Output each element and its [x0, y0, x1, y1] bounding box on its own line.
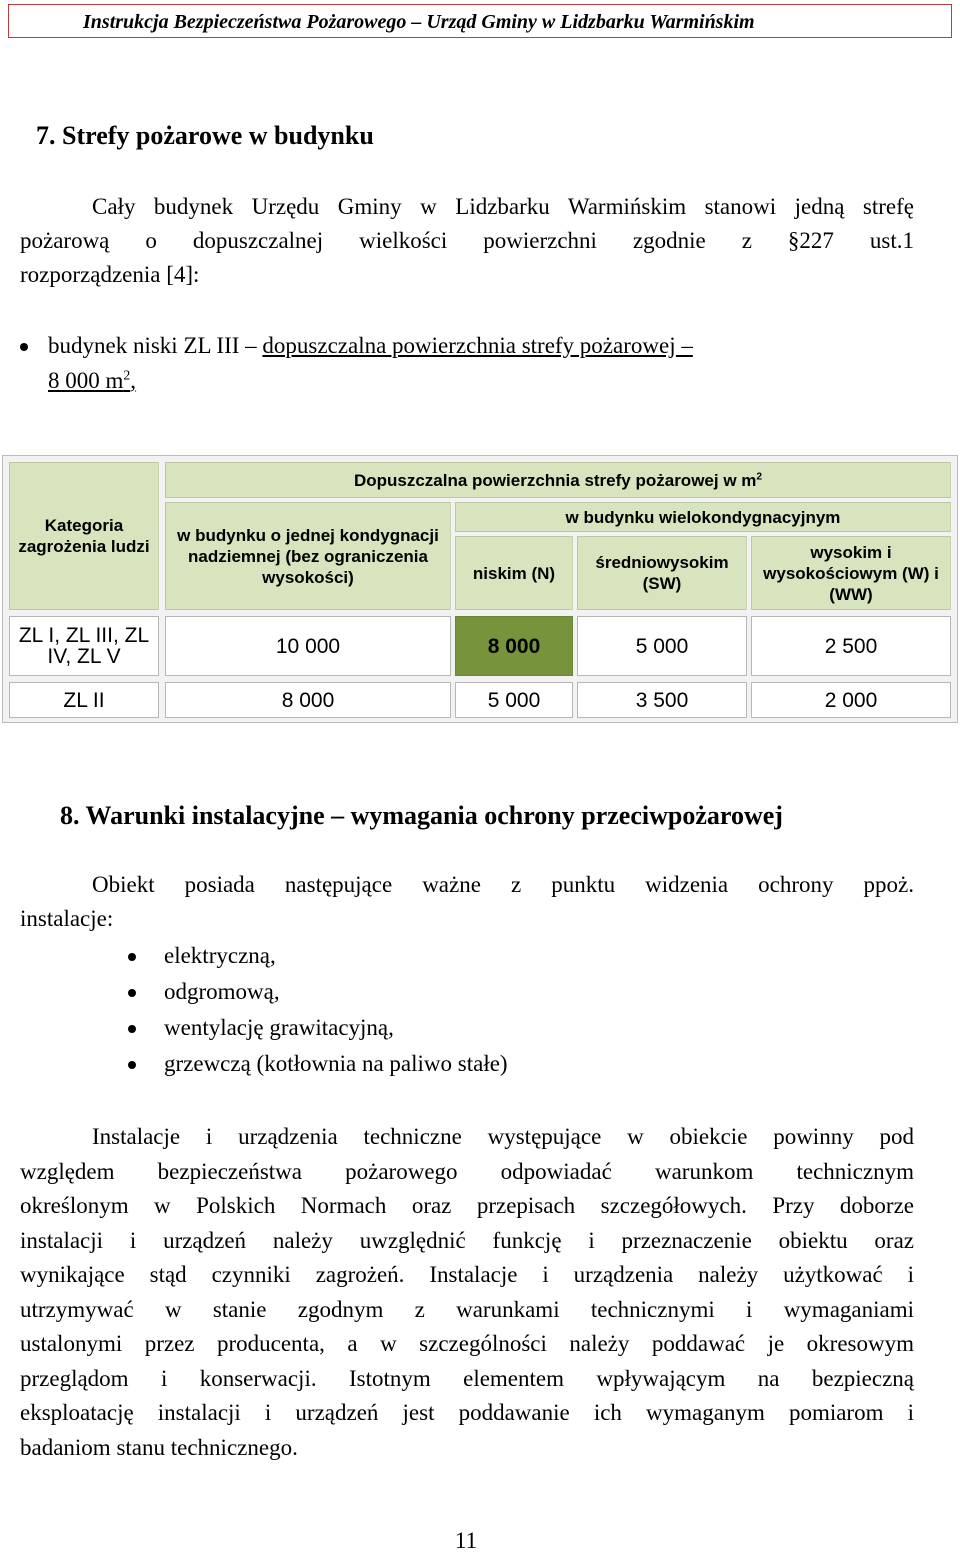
header-allowed-area: Dopuszczalna powierzchnia strefy pożarowej w $m^2$ — [165, 462, 951, 498]
page-number: 11 — [454, 1528, 478, 1553]
fire-zone-table — [2, 455, 958, 723]
list-bullet-3 — [128, 1025, 136, 1033]
row-2-category: ZL II — [9, 682, 159, 718]
row-2-high: 2 000 — [751, 682, 951, 718]
row-1-high: 2 500 — [751, 616, 951, 676]
list-item-1: elektryczną, — [164, 943, 276, 968]
section-8-intro-line-1: Obiekt posiada następujące ważne z punktu widzenia ochrony ppoż. — [92, 872, 914, 897]
header-single-storey: w budynku o jednej kondygnacji nadziemnej (bez ograniczenia wysokości) — [165, 502, 451, 610]
section-8-para-line-1: Instalacje i urządzenia techniczne występujące w obiekcie powinny pod — [92, 1124, 914, 1149]
section-8-para-line-4: instalacji i urządzeń należy uwzględnić funkcję i przeznaczenie obiektu oraz — [20, 1228, 914, 1253]
header-low: niskim (N) — [455, 536, 573, 610]
section-8-para-line-9: eksploatację instalacji i urządzeń jest poddawanie ich wymaganym pomiarom i — [20, 1400, 914, 1425]
bullet-value-tail: , — [130, 368, 137, 393]
section-8-para-line-6: utrzymywać w stanie zgodnym z warunkami technicznymi i wymaganiami — [20, 1297, 914, 1322]
section-8-para-line-2: względem bezpieczeństwa pożarowego odpowiadać warunkom technicznym — [20, 1159, 914, 1184]
section-8-para-line-10: badaniom stanu technicznego. — [20, 1435, 298, 1460]
header-medium: średniowysokim (SW) — [577, 536, 747, 610]
row-1-medium: 5 000 — [577, 616, 747, 676]
row-1-low-highlighted: 8 000 — [455, 616, 573, 676]
section-7-para-line-1: Cały budynek Urzędu Gminy w Lidzbarku Warmińskim stanowi jedną strefę — [92, 194, 914, 219]
bullet-dot — [20, 343, 28, 351]
section-7-heading: 7. Strefy pożarowe w budynku — [36, 121, 374, 150]
section-7-para-line-2: pożarową o dopuszczalnej wielkości powierzchni zgodnie z §227 ust.1 — [20, 228, 914, 253]
bullet-underlined: dopuszczalna powierzchnia strefy pożarowej – — [262, 333, 693, 358]
row-1-category: ZL I, ZL III, ZL IV, ZL V — [9, 616, 159, 676]
row-2-medium: 3 500 — [577, 682, 747, 718]
section-8-para-line-3: określonym w Polskich Normach oraz przepisach szczegółowych. Przy doborze — [20, 1193, 914, 1218]
section-7-bullet — [48, 329, 848, 364]
section-8-para-line-5: wynikające stąd czynniki zagrożeń. Instalacje i urządzenia należy użytkować i — [20, 1262, 914, 1287]
row-2-low: 5 000 — [455, 682, 573, 718]
list-bullet-2 — [128, 989, 136, 997]
section-7-para-line-3: rozporządzenia [4]: — [20, 262, 200, 287]
bullet-value-sup: 2 — [123, 367, 131, 383]
list-item-2: odgromową, — [164, 979, 280, 1004]
header-category: Kategoria zagrożenia ludzi — [9, 462, 159, 610]
section-8-heading: 8. Warunki instalacyjne – wymagania ochrony przeciwpożarowej — [60, 801, 783, 830]
bullet-text: budynek niski ZL III – — [48, 333, 257, 358]
section-8-para-line-8: przeglądom i konserwacji. Istotnym elementem wpływającym na bezpieczną — [20, 1366, 914, 1391]
list-item-3: wentylację grawitacyjną, — [164, 1015, 394, 1040]
bullet-value — [48, 364, 136, 399]
section-8-intro-line-2: instalacje: — [20, 906, 114, 931]
section-8-para-line-7: ustalonymi przez producenta, a w szczególności należy poddawać je okresowym — [20, 1331, 914, 1356]
row-1-single: 10 000 — [165, 616, 451, 676]
header-multi-storey: w budynku wielokondygnacyjnym — [455, 502, 951, 532]
running-header: Instrukcja Bezpieczeństwa Pożarowego – Urząd Gminy w Lidzbarku Warmińskim — [8, 4, 952, 38]
header-high: wysokim i wysokościowym (W) i (WW) — [751, 536, 951, 610]
row-2-single: 8 000 — [165, 682, 451, 718]
bullet-value-text: 8 000 m — [48, 368, 124, 393]
list-bullet-1 — [128, 953, 136, 961]
list-bullet-4 — [128, 1061, 136, 1069]
list-item-4: grzewczą (kotłownia na paliwo stałe) — [164, 1051, 508, 1076]
